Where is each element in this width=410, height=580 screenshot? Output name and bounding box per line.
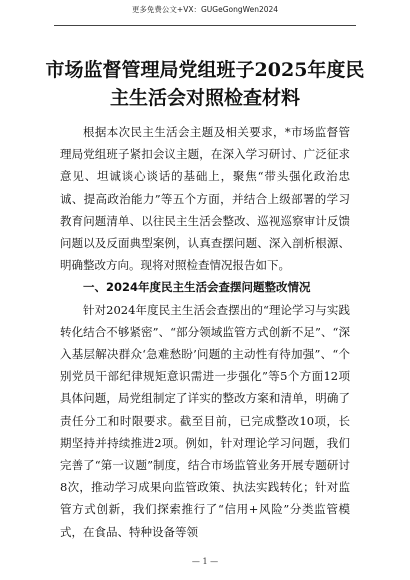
- intro-paragraph: 根据本次民主生活会主题及相关要求，*市场监督管理局党组班子紧扣会议主题，在深入学习研讨、广泛征求意见、坦诚谈心谈话的基础上，聚焦“带头强化政治忠诚、提高政治能力”等五个方面，并结合上级部署的学习教育问题清单、以往民主生活会整改、巡视巡察审计反馈问题以及反面典型案例，认真查摆问题、深入剖析根源、明确整改方向。现将对照检查情况报告如下。: [60, 125, 350, 273]
- section-paragraph: 针对2024年度民主生活会查摆出的“理论学习与实践转化结合不够紧密”、“部分领域监管方式创新不足”、“深入基层解决群众‘急难愁盼’问题的主动性有待加强”、“个别党员干部纪律规矩意识需进一步强化”等5个方面12项具体问题，局党组制定了详实的整改方案和清单，明确了责任分工和时限要求。截至目前，已完成整改10项，长期坚持并持续推进2项。例如，针对理论学习问题，我们完善了“第一议题”制度，结合市场监管业务开展专题研讨8次，推动学习成果向监管政策、执法实践转化；针对监管方式创新，我们探索推行了“信用+风险”分类监管模式，在食品、特种设备等领: [60, 302, 350, 539]
- document-body: [60, 121, 350, 543]
- section-heading: 一、2024年度民主生活会查摆问题整改情况: [83, 280, 311, 295]
- page-number: — 1 —: [191, 557, 219, 566]
- page-header: 更多免费公文+VX：GUGeGongWen2024: [131, 5, 279, 14]
- header-divider: [54, 25, 356, 26]
- document-title: 市场监督管理局党组班子2025年度民主生活会对照检查材料: [45, 59, 365, 109]
